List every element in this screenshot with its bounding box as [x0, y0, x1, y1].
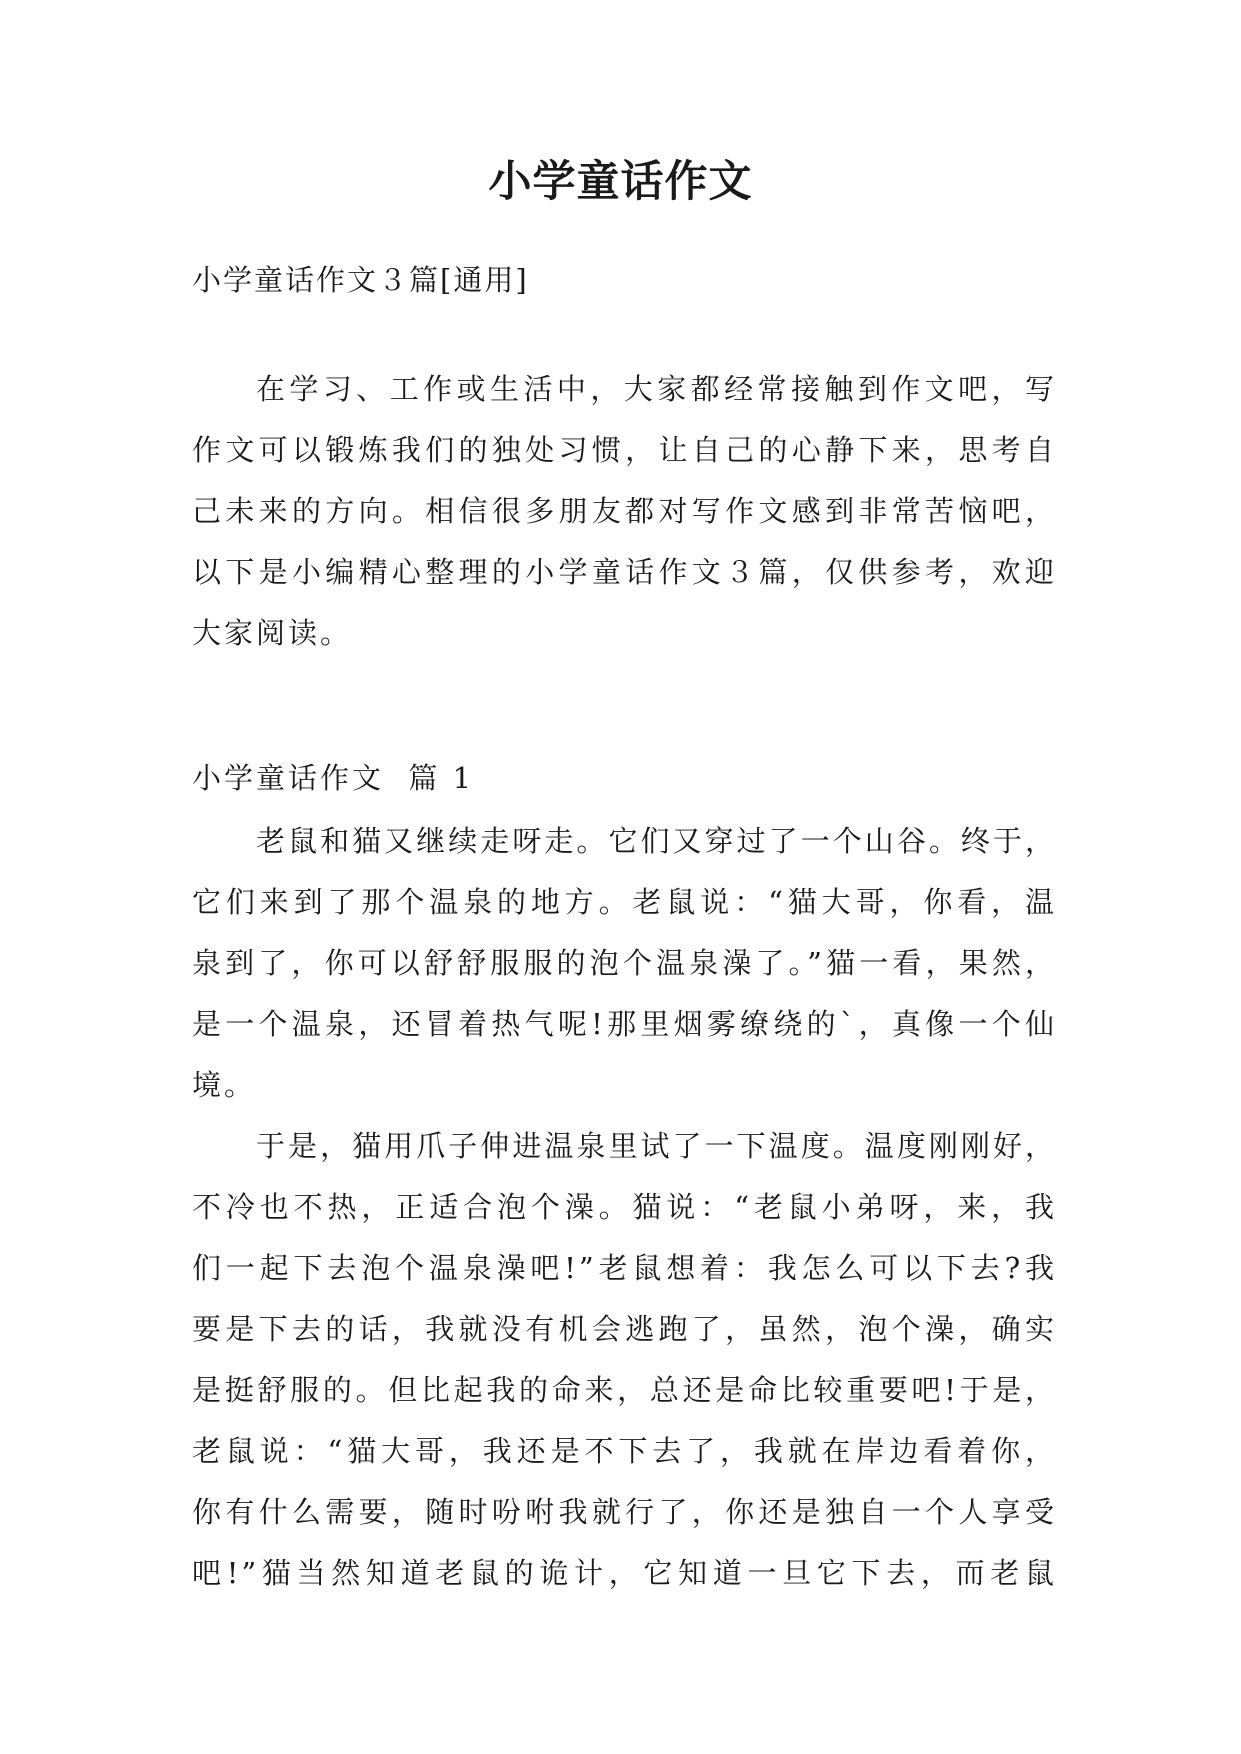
story-line: 是挺舒服的。但比起我的命来，总还是命比较重要吧!于是，: [192, 1373, 1057, 1407]
story-paragraph-1: [192, 811, 1057, 1116]
story-line: 境。: [192, 1068, 257, 1102]
document-title: 小学童话作文: [488, 157, 753, 207]
intro-paragraph: [192, 359, 1057, 664]
story-line: 它们来到了那个温泉的地方。老鼠说：“猫大哥，你看，温: [192, 885, 1057, 919]
story-line: 于是，猫用爪子伸进温泉里试了一下温度。温度刚刚好，: [256, 1129, 1057, 1163]
story-line: 是一个温泉，还冒着热气呢!那里烟雾缭绕的`，真像一个仙: [192, 1007, 1057, 1041]
story-line: 要是下去的话，我就没有机会逃跑了，虽然，泡个澡，确实: [192, 1312, 1057, 1346]
intro-line: 大家阅读。: [192, 616, 353, 650]
story-line: 不冷也不热，正适合泡个澡。猫说：“老鼠小弟呀，来，我: [192, 1190, 1057, 1224]
story-line: 吧!”猫当然知道老鼠的诡计，它知道一旦它下去，而老鼠: [192, 1556, 1057, 1590]
story-line: 你有什么需要，随时吩咐我就行了，你还是独自一个人享受: [192, 1495, 1057, 1529]
intro-line: 以下是小编精心整理的小学童话作文３篇，仅供参考，欢迎: [192, 555, 1057, 589]
section-heading: 小学童话作文 篇 1: [192, 761, 475, 795]
story-line: 们一起下去泡个温泉澡吧!”老鼠想着：我怎么可以下去?我: [192, 1251, 1057, 1285]
intro-line: 在学习、工作或生活中，大家都经常接触到作文吧，写: [256, 372, 1057, 406]
story-line: 老鼠和猫又继续走呀走。它们又穿过了一个山谷。终于，: [256, 824, 1057, 858]
story-line: 老鼠说：“猫大哥，我还是不下去了，我就在岸边看着你，: [192, 1434, 1057, 1468]
story-line: 泉到了，你可以舒舒服服的泡个温泉澡了。”猫一看，果然，: [192, 946, 1057, 980]
story-paragraph-2: [192, 1116, 1057, 1604]
document-subtitle: 小学童话作文３篇[通用]: [192, 263, 529, 297]
intro-line: 作文可以锻炼我们的独处习惯，让自己的心静下来，思考自: [192, 433, 1057, 467]
intro-line: 己未来的方向。相信很多朋友都对写作文感到非常苦恼吧，: [192, 494, 1057, 528]
